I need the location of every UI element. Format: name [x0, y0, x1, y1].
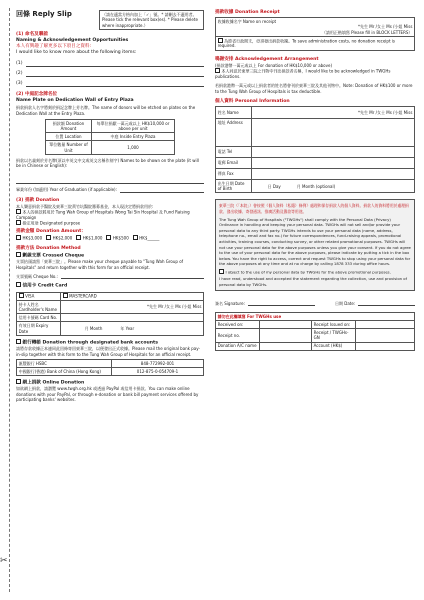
tel-field[interactable]: [252, 147, 415, 158]
cheque-body: 支票抬頭請寫「東華三院」。Please make your cheque payable to "Tung Wah Group of Hospitals" and return together with this form for an official receipt.: [16, 259, 184, 270]
table-row: [216, 180, 415, 193]
receipt-table: [215, 17, 415, 51]
plate-note: 捐款捐款人名字將刻於捐記念牌上芳名牌。The name of donors will be etched on plates on the Dedication Wall at the Entry Plaza.: [16, 105, 196, 116]
receipt-honor: *先生 Mr /女士 Ms /小姐 Miss: [357, 24, 413, 30]
table-cell: 位置 Location: [46, 133, 92, 141]
left-column: [16, 10, 204, 403]
naming-instruction-en: I would like to know more about the following items:: [16, 50, 137, 56]
cardholder-field[interactable]: *先生 Mr /女士 Ms /小姐 Miss: [61, 300, 204, 313]
bank-body: 請將存款收據正本連同此回條寄回東華三院，以便發出正式收據。Please mail the original bank pay-in-slip together with this form to the Tung Wah Group of Hospitals for an official receipt.: [16, 346, 200, 357]
naming-line-label: (3): [16, 81, 23, 87]
section-naming: [16, 32, 204, 87]
donation-option-1[interactable]: 本人的捐款將用於 Tung Wah Group of Hospitals Wong Tai Sin Hospital 及 Fund Raising Campaign: [16, 209, 190, 220]
naming-line-label: (2): [16, 71, 23, 77]
address-label: 地址 Address: [216, 119, 252, 147]
card-option[interactable]: 信用卡 Credit Card: [16, 282, 204, 289]
card-no-label: 信用卡號碼 Card No.: [17, 314, 61, 322]
table-row: [17, 314, 204, 322]
section-personal: [215, 99, 415, 193]
office-use-box: [215, 312, 415, 350]
office-value: [356, 342, 415, 350]
office-value: [356, 321, 415, 329]
graduation-label: 畢業年份 (如適用) Year of Graduation (if applicable):: [16, 187, 117, 193]
office-cell: Receipt Issued on:: [312, 321, 356, 329]
dob-label: 出生日期 Date of Birth: [216, 180, 252, 193]
table-cell: 單位數量 Number of Unit: [46, 141, 92, 154]
declare-statement: I have read, understood and accepted the statement regarding the collection, use and provision of personal data by TWGHs.: [219, 276, 407, 287]
etch-note: 捐款以名義刻於芳名牌(須以中英文中文或英文名稱作刻字) Names to be shown on the plate (it will be in Chinese or English):: [16, 157, 199, 169]
cardholder-label: 持卡人姓名 Cardholder's Name: [17, 300, 61, 313]
address-field[interactable]: [252, 119, 415, 147]
bank-table: [16, 359, 204, 376]
amount-option[interactable]: HK$______: [133, 235, 160, 241]
receipt-heading: 捐款收據 Donation Receipt: [215, 10, 280, 15]
table-cell: 中庭 Inside Entry Plaza: [92, 133, 175, 141]
opt-out-option[interactable]: I object to the use of my personal data by TWGHs for the above promotional purposes.: [219, 269, 411, 275]
plate-heading-en: Name Plate on Dedication Wall of Entry Plaza: [16, 98, 134, 104]
ack-subheading: (捐款港幣一萬元或以上 For donation of HK$10,000 or above): [215, 62, 333, 68]
table-row: [17, 322, 204, 335]
ack-heading: 鳴謝安排 Acknowledgement Arrangement: [215, 56, 319, 62]
receipt-name-cell[interactable]: [216, 18, 415, 37]
bank-name: 中國銀行(香港) Bank of China (Hong Kong): [17, 367, 112, 375]
table-row: [17, 367, 204, 375]
office-table: [215, 312, 415, 350]
right-column: [215, 10, 415, 351]
bank-name: 滙豐銀行 HSBC: [17, 359, 112, 367]
table-row: [46, 141, 175, 154]
etch-name-field[interactable]: [16, 171, 204, 184]
section-name-plate: [16, 92, 204, 192]
naming-heading-zh: (1) 命名及聯誼: [16, 32, 48, 38]
name-field[interactable]: *先生 Mr /女士 Ms /小姐 Miss: [252, 107, 415, 119]
cheque-option[interactable]: 劃線支票 Crossed Cheque: [16, 252, 204, 259]
table-row: [216, 147, 415, 158]
table-row: [216, 36, 415, 50]
table-row: [17, 300, 204, 313]
visa-option[interactable]: VISA: [17, 292, 61, 300]
section-receipt: [215, 10, 415, 51]
amount-option[interactable]: HK$1,000: [76, 235, 102, 241]
privacy-text-en: The Tung Wah Group of Hospitals ("TWGHs") shall comply with the Personal Data (Privacy) Ordinance in handling and keeping your personal data. TWGHs will not sell and/or provide your personal data to any third party. TWGHs intends to use your personal data (name, address, telephone no., email and fax no.) for future correspondences, fund-raising appeals, promotional activities, training courses, conducting survey, or other related promotional purposes. TWGHs will not use your personal data for the above purposes unless you give your consent. If you do not agree to the use of your personal data for the above purposes, please indicate by putting a tick in the box below. You have the right to access, correct and request TWGHs to stop using your personal data for the above purposes at any time and at no charge by calling 1878 333 during office hours.: [219, 216, 411, 267]
section-acknowledgement: [215, 57, 415, 94]
amount-option[interactable]: HK$500: [106, 235, 128, 241]
graduation-row[interactable]: [16, 186, 204, 193]
office-cell: Received on:: [216, 321, 260, 329]
receipt-note: （請用正楷填寫 Please fill in BLOCK LETTERS）: [321, 29, 413, 35]
naming-line-2[interactable]: [16, 68, 204, 77]
donation-option-2[interactable]: 指定用途 Designated purpose: [16, 220, 204, 226]
cheque-no-row[interactable]: [16, 272, 204, 279]
personal-table: [215, 106, 415, 193]
checkbox[interactable]: [16, 209, 21, 214]
receipt-name-label: 收據收據名字 Name on receipt: [217, 18, 277, 24]
office-heading: 請勿在此欄填寫 For TWGHs use: [216, 313, 415, 321]
ack-privacy: 若捐款港幣一萬元或以上捐款者的姓名將會刊於東華三院及其他刊物中。Note: Donation of HK$100 or more to the Tung Wah Group of Hospitals is tax deductible.: [215, 83, 413, 94]
amount-label: 捐款金額 Donation Amount：: [16, 229, 86, 235]
personal-heading: 個人資料 Personal Information: [215, 99, 290, 105]
office-value: [260, 329, 312, 342]
tick-instruction: （請在適當方格內加上「✓」號。* 請刪去不適用者。Please tick the relevant box(es). * Please delete where inappropriate.）: [99, 10, 204, 30]
date-field[interactable]: [335, 299, 415, 306]
office-cell: Account (HK$): [312, 342, 356, 350]
table-row: [216, 321, 415, 329]
bank-account: 012-875-0-054709-1: [112, 367, 204, 375]
naming-instruction-zh: 本人有興趣了解更多以下項目之資料:: [16, 44, 92, 50]
checkbox[interactable]: [16, 220, 21, 225]
ack-option[interactable]: 本人同意於東華三院之刊物中刊出捐款者名稱，I would like to be acknowledged in TWGHs publications.: [215, 68, 391, 79]
online-option[interactable]: 網上捐款 Online Donation: [16, 379, 204, 386]
fax-field[interactable]: [252, 169, 415, 180]
office-value: [260, 342, 312, 350]
naming-heading-en: Naming & Acknowledgement Opportunities: [16, 38, 129, 44]
name-label: 姓名 Name: [216, 107, 252, 119]
signature-field[interactable]: [215, 299, 315, 306]
table-row: [46, 120, 175, 133]
bank-option[interactable]: 銀行轉帳 Donation through designated bank accounts: [16, 339, 204, 346]
expiry-label: 有效日期 Expiry Date: [17, 322, 61, 335]
signature-row: [215, 299, 415, 306]
bank-account: 848-772992-001: [112, 359, 204, 367]
table-row: [216, 158, 415, 169]
office-cell: Receipt / TWGHs-GN: [312, 329, 356, 342]
cut-line: [0, 8, 10, 592]
table-cell: 捐款額 Donation Amount: [46, 120, 92, 133]
method-heading: 捐款方法 Donation Method: [16, 245, 81, 251]
amount-option[interactable]: HK$3,000: [16, 235, 42, 241]
privacy-statement: [215, 199, 415, 291]
donation-body: 本人樂意捐款予醫院及東華三院黃竹坑醫院籌募基金，本人現決定將捐款用於:: [16, 203, 154, 209]
dob-field[interactable]: 日 Day 月 Month (optional): [252, 180, 415, 193]
table-row: [17, 359, 204, 367]
office-value: [356, 329, 415, 342]
amount-option[interactable]: HK$2,000: [46, 235, 72, 241]
table-row: [216, 342, 415, 350]
master-option[interactable]: MASTERCARD: [61, 292, 204, 300]
reply-slip-title: 回條 Reply Slip: [16, 10, 72, 18]
naming-line-label: (1): [16, 61, 23, 67]
table-row: [216, 18, 415, 37]
table-row: [17, 292, 204, 300]
plate-heading-zh: (2) 中庭記念牌名位: [16, 92, 58, 98]
naming-line-1[interactable]: [16, 58, 204, 67]
reply-slip-header: [16, 10, 204, 30]
online-body: 如欲網上捐款，請瀏覽 www.twgh.org.hk 或透過 PayPal 或信用卡捐款。You can make online donations with your PayPal, or through e-donation or bank bill payment services offered by participating banks' websites.: [16, 386, 199, 403]
card-table: [16, 292, 204, 336]
donation-heading: (3) 捐款 Donation: [16, 197, 60, 203]
cheque-no-label: 支票號碼 Cheque No.:: [16, 273, 58, 279]
table-row: [216, 169, 415, 180]
email-label: 電郵 Email: [216, 158, 252, 169]
table-row: [216, 313, 415, 321]
section-method: [16, 246, 204, 403]
fax-label: 傳真 Fax: [216, 169, 252, 180]
plate-table: [45, 119, 175, 155]
table-cell: 1,000: [92, 141, 175, 154]
amount-options: [16, 235, 204, 241]
email-field[interactable]: [252, 158, 415, 169]
privacy-text-zh: 東華三院（「本院」）會按照《個人資料（私隱）條例》處理和保存捐款人的個人資料。捐款人的資料將用於處理捐款、發出收據、寄發通訊、推廣活動及籌款等用途。: [219, 203, 409, 215]
table-cell: 每單位捐獻一萬元或以上 HK$10,000 or above per unit: [92, 120, 175, 133]
scissors-icon: ✂: [0, 556, 8, 566]
section-donation: [16, 198, 204, 241]
office-cell: Donation A/C name: [216, 342, 260, 350]
table-row: [216, 107, 415, 119]
table-row: [216, 119, 415, 147]
table-row: [216, 329, 415, 342]
card-no-field[interactable]: [61, 314, 204, 322]
signature-label: 簽名 Signature:: [215, 300, 245, 306]
office-cell: Receipt no.: [216, 329, 260, 342]
table-row: [46, 133, 175, 141]
tel-label: 電話 Tel: [216, 147, 252, 158]
naming-line-3[interactable]: [16, 78, 204, 87]
no-receipt-option[interactable]: 為節省行政開支，毋須發出捐款收據。To save administration costs, no donation receipt is required.: [216, 36, 415, 50]
office-value: [260, 321, 312, 329]
date-label: 日期 Date:: [335, 300, 356, 306]
expiry-field[interactable]: 月 Month 年 Year: [61, 322, 204, 335]
